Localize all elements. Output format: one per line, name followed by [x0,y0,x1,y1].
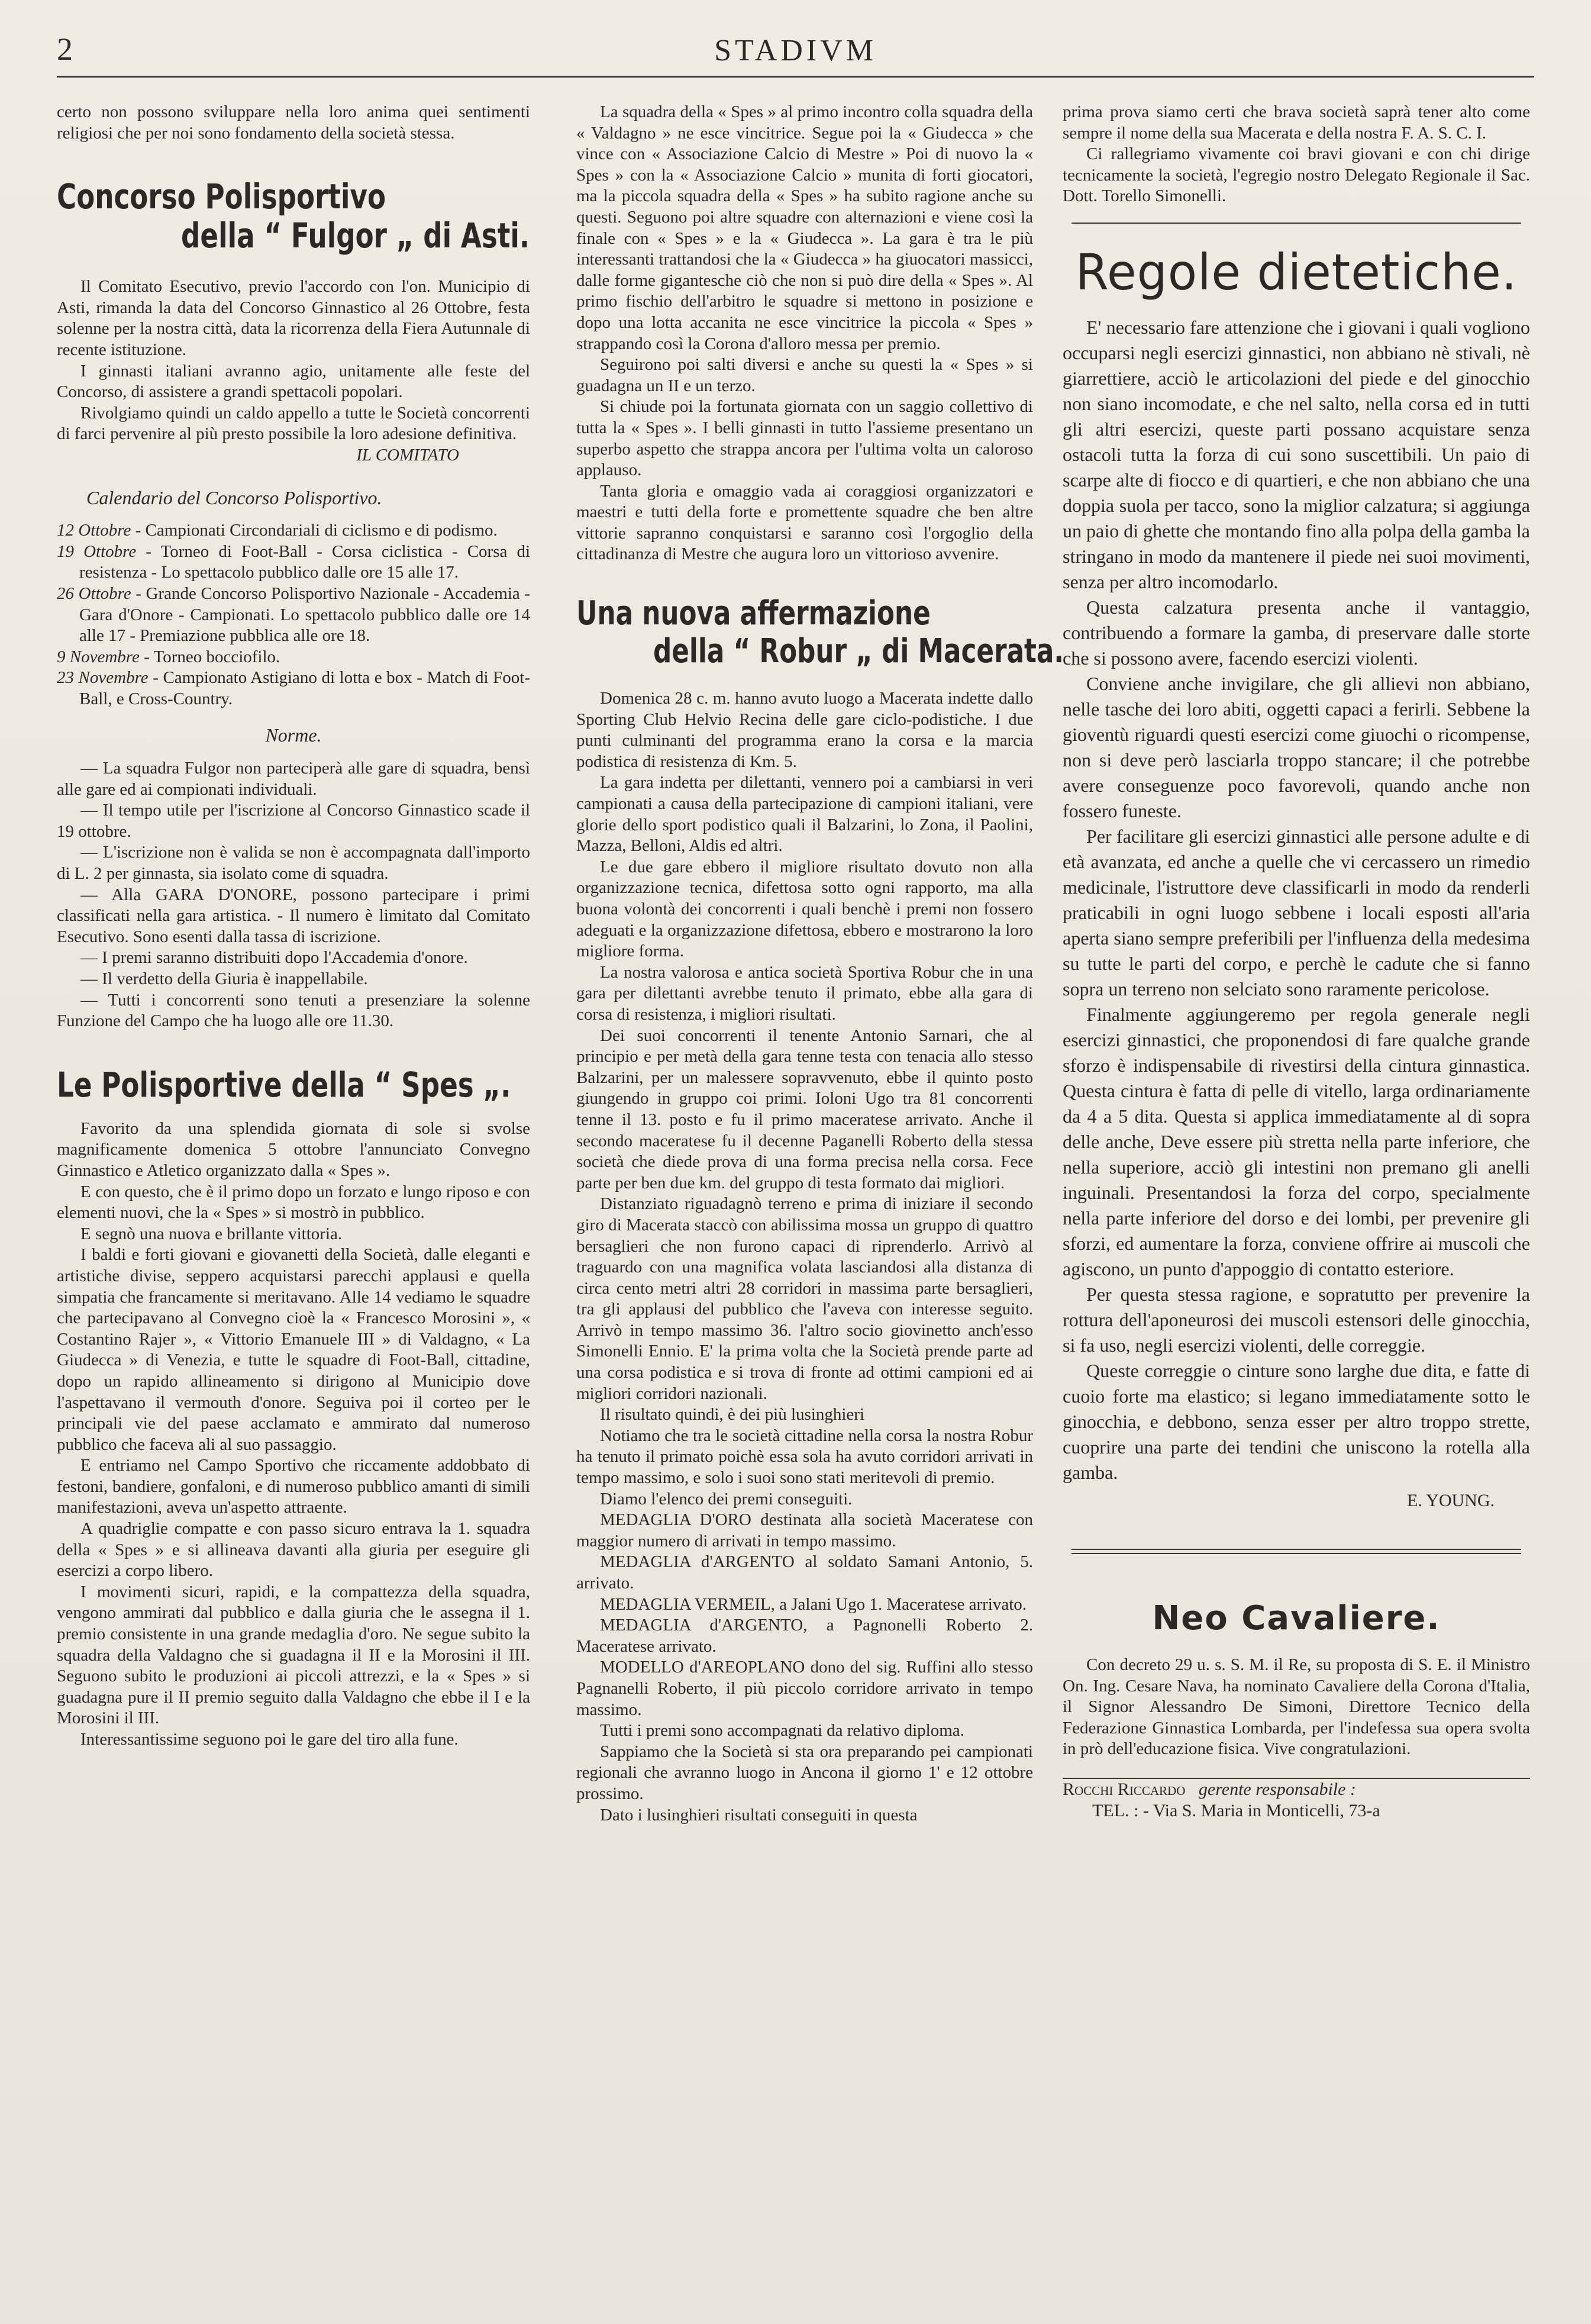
gerente-name: Rocchi Riccardo [1063,1779,1186,1799]
header-rule [57,76,1534,78]
robur-title-line2: della “ Robur „ di Macerata. [653,632,1064,671]
concorso-signature: IL COMITATO [356,445,459,465]
calendar-title: Calendario del Concorso Polisportivo. [86,486,382,508]
regole-paragraph: Per questa stessa ragione, e sopratutto per prevenire la rottura dell'aponeurosi dei muscoli estensori delle ginocchia, si fa uso, negli esercizi violenti, delle correggie. [1063,1283,1530,1356]
robur-paragraph: Le due gare ebbero il migliore risultato dovuto non alla organizzazione tecnica, difettosa sotto ogni rapporto, ma alla buona volontà dei concorrenti i quali benchè i premi non fossero adeguati e la organizzazione difettosa, ebbero e mostrarono la loro migliore forma. [576,857,1033,961]
robur-title-line1: Una nuova affermazione [576,594,931,633]
spes-continued-paragraph: Seguirono poi salti diversi e anche su questi la « Spes » si guadagna un II e un terzo. [576,355,1033,395]
calendar-entry: 12 Ottobre - Campionati Circondariali di ciclismo e di podismo. [57,521,498,540]
regole-signature: E. YOUNG. [1406,1490,1495,1510]
regole-title: Regole dietetiche. [1075,243,1518,301]
section-divider [1072,223,1521,224]
gerente-role: gerente responsabile : [1198,1779,1356,1799]
robur-paragraph: Dei suoi concorrenti il tenente Antonio Sarnari, che al principio e per metà della gara tenne testa con tenacia allo stesso Balzarini, per un malessere sopravvenuto, ebbe il quinto posto giungendo in gruppo coi primi. Ioloni Ugo tra 81 concorrenti tenne il 13. posto e fu il primo maceratese arrivato. Anche il secondo maceratese fu il decenne Paganelli Roberto della stessa società che diede prova di una forma precisa nella corsa. Fece parte per ben due km. del gruppo di testa formato dai migliori. [576,1026,1033,1192]
calendar-entry: 9 Novembre - Torneo bocciofilo. [57,647,280,666]
concorso-title-line1: Concorso Polisportivo [57,176,386,217]
robur-continued-paragraph: prima prova siamo certi che brava società saprà tener alto come sempre il nome della sua Macerata e della nostra F. A. S. C. I. [1063,102,1530,143]
calendar-entry: 19 Ottobre - Torneo di Foot-Ball - Corsa ciclistica - Corsa di resistenza - Lo spettacolo pubblico dalle ore 15 alle 17. [57,541,530,582]
spes-continued-paragraph: Tanta gloria e omaggio vada ai coraggiosi organizzatori e maestri e tutti della forte e promettente squadre che ben altre vittorie sapranno conquistarsi e saranno così l'orgoglio della cittadinanza di Mestre che augura loro un vittorioso avvenire. [576,481,1033,564]
section-divider [1072,1549,1521,1554]
gerente-line [1063,1779,1530,1800]
concorso-paragraph: Rivolgiamo quindi un caldo appello a tutte le Società concorrenti di farci pervenire al più presto possibile la loro adesione definitiva. [57,403,530,444]
neo-cavaliere-title: Neo Cavaliere. [1152,1598,1441,1638]
page-number: 2 [57,31,73,67]
robur-paragraph: MEDAGLIA VERMEIL, a Jalani Ugo 1. Maceratese arrivato. [600,1594,1027,1614]
column-3 [1063,102,1530,1821]
norme-item: — La squadra Fulgor non parteciperà alle gare di squadra, bensì alle gare ed ai compionati individuali. [57,759,530,799]
calendar-entry: 26 Ottobre - Grande Concorso Polisportivo Nazionale - Accademia - Gara d'Onore - Campionati. Lo spettacolo pubblico dalle ore 14 alle 17 - Premiazione pubblica alle ore 18. [57,584,530,646]
spes-title: Le Polisportive della “ Spes „. [57,1064,511,1105]
telephone-address: TEL. : - Via S. Maria in Monticelli, 73-a [1092,1800,1380,1820]
robur-paragraph: Il risultato quindi, è dei più lusinghieri [600,1405,865,1424]
robur-paragraph: MEDAGLIA d'ARGENTO, a Pagnonelli Roberto 2. Maceratese arrivato. [576,1616,1033,1656]
concorso-paragraph: I ginnasti italiani avranno agio, unitamente alle feste del Concorso, di assistere a grandi spettacoli popolari. [57,361,530,402]
spes-paragraph: E con questo, che è il primo dopo un forzato e lungo riposo e con elementi nuovi, che la « Spes » si mostrò in pubblico. [57,1182,530,1223]
norme-item: — I premi saranno distribuiti dopo l'Accademia d'onore. [80,948,468,968]
robur-paragraph: MODELLO d'AREOPLANO dono del sig. Ruffini allo stesso Pagnanelli Roberto, il più piccolo corridore arrivato in tempo massimo. [576,1658,1033,1719]
robur-continued-paragraph: Ci rallegriamo vivamente coi bravi giovani e con chi dirige tecnicamente la società, l'egregio nostro Delegato Regionale il Sac. Dott. Torello Simonelli. [1063,144,1530,206]
regole-paragraph: Queste correggie o cinture sono larghe due dita, e fatte di cuoio forte ma elastico; si legano immediatamente sotto le ginocchia, e debbono, senza esser per altro troppo strette, cuoprire una parte dei tendini che uniscono la rotella alla gamba. [1063,1359,1530,1483]
robur-paragraph: Dato i lusinghieri risultati conseguiti in questa [600,1805,918,1825]
robur-paragraph: Tutti i premi sono accompagnati da relativo diploma. [600,1721,964,1740]
spes-paragraph: E entriamo nel Campo Sportivo che riccamente addobbato di festoni, bandiere, gonfaloni, e di numeroso pubblico amanti di simili manifestazioni, aveva un'aspetto attraente. [57,1456,530,1517]
norme-item: — Il verdetto della Giuria è inappellabile. [80,969,368,988]
spes-paragraph: Interessantissime seguono poi le gare del tiro alla fune. [80,1730,459,1749]
calendar-entry: 23 Novembre - Campionato Astigiano di lotta e box - Match di Foot-Ball, e Cross-Country. [57,668,530,708]
column-2 [576,102,1064,1826]
norme-item: — Il tempo utile per l'iscrizione al Concorso Ginnastico scade il 19 ottobre. [57,801,530,841]
robur-paragraph: Distanziato riguadagnò terreno e prima di iniziare il secondo giro di Macerata staccò con abilissima mossa un gruppo di quattro bersaglieri che non furono capaci di riprenderlo. Arrivò al traguardo con una magnifica volata lasciandosi alla distanza di circa cento metri altri 28 corridori in massima parte bersaglieri, tra gli applausi del pubblico che l'aveva con interesse seguito. Arrivò in tempo massimo 36. l'altro socio giovinetto anch'esso Simonelli Ennio. E' la prima volta che la Società prende parte ad una corsa podistica e si trova di fronte ad ottimi campioni ed ai migliori corridori nazionali. [576,1194,1033,1403]
robur-paragraph: Notiamo che tra le società cittadine nella corsa la nostra Robur ha tenuto il primato poichè essa sola ha avuto corridori arrivati in tempo massimo, e solo i suoi sono stati meritevoli di premio. [576,1426,1033,1488]
robur-paragraph: Diamo l'elenco dei premi conseguiti. [600,1489,853,1508]
robur-paragraph: MEDAGLIA D'ORO destinata alla società Maceratese con maggior numero di arrivati in tempo massimo. [576,1510,1033,1551]
spes-paragraph: A quadriglie compatte e con passo sicuro entrava la 1. squadra della « Spes » e si allineava davanti alla giuria per eseguire gli esercizi a corpo libero. [57,1519,530,1581]
norme-item: — L'iscrizione non è valida se non è accompagnata dall'importo di L. 2 per ginnasta, sia isolato come di squadra. [57,843,530,884]
spes-continued-paragraph: Si chiude poi la fortunata giornata con un saggio collettivo di tutta la « Spes ». I belli ginnasti in tutto l'assieme presentano un superbo aspetto che strappa ancora per l'ultima volta un caloroso applauso. [576,397,1033,480]
norme-item: — Tutti i concorrenti sono tenuti a presenziare la solenne Funzione del Campo che ha luogo alle ore 11.30. [57,990,530,1031]
norme-item: — Alla GARA D'ONORE, possono partecipare i primi classificati nella gara artistica. - Il numero è limitato dal Comitato Esecutivo. Sono esenti dalla tassa di iscrizione. [57,885,530,946]
column-1 [57,102,530,1751]
spes-paragraph: I baldi e forti giovani e giovanetti della Società, dalle eleganti e artistiche divise, seppero acquistarsi parecchi applausi e quella simpatia che francamente si meritavano. Alle 14 vediamo le squadre che partecipavano al Convegno cioè la « Francesco Morosini », « Costantino Rajer », « Vittorio Emanuele III » di Valdagno, « La Giudecca » di Venezia, e tutte le squadre di Foot-Ball, cittadine, dopo un rapido allineamento si dirigono al Municipio dove l'aspettavano il vermouth d'onore. Seguiva poi il corteo per le principali vie del paese acclamato e ammirato dal numeroso pubblico che faceva ali al suo passaggio. [57,1245,530,1454]
robur-paragraph: MEDAGLIA d'ARGENTO al soldato Samani Antonio, 5. arrivato. [576,1552,1033,1593]
regole-paragraph: Questa calzatura presenta anche il vantaggio, contribuendo a formare la gamba, di preservare dalle storte che si possono avere, facendo esercizi violenti. [1063,596,1530,669]
neo-cavaliere-text: Con decreto 29 u. s. S. M. il Re, su proposta di S. E. il Ministro On. Ing. Cesare Nava, ha nominato Cavaliere della Corona d'Italia, il Signor Alessandro De Simoni, Direttore Tecnico della Federazione Ginnastica Lombarda, per l'indefessa sua opera svolta in prò dell'educazione fisica. Vive congratulazioni. [1063,1655,1530,1759]
concorso-paragraph: Il Comitato Esecutivo, previo l'accordo con l'on. Municipio di Asti, rimanda la data del Concorso Ginnastico al 26 Ottobre, festa solenne per la nostra città, data la ricorrenza della Fiera Autunnale di recente istituzione. [57,277,530,359]
calendar-list [57,520,530,710]
robur-paragraph: Domenica 28 c. m. hanno avuto luogo a Macerata indette dallo Sporting Club Helvio Recina delle gare ciclo-podistiche. I due punti culminanti del programma erano la corsa e la marcia podistica di resistenza di Km. 5. [576,689,1033,771]
masthead-title: STADIVM [714,34,877,67]
robur-paragraph: Sappiamo che la Società si sta ora preparando pei campionati regionali che avranno luogo in Ancona il giorno 1' e 12 ottobre prossimo. [576,1742,1033,1803]
intro-paragraph: certo non possono sviluppare nella loro anima quei sentimenti religiosi che per noi sono fondamento della società stessa. [57,102,530,143]
spes-paragraph: E segnò una nuova e brillante vittoria. [80,1224,343,1243]
robur-paragraph: La gara indetta per dilettanti, vennero poi a cambiarsi in veri campionati a causa della partecipazione di campioni italiani, vere glorie dello sport podistico quali il Balzarini, lo Zona, il Paolini, Mazza, Belloni, Aldis ed altri. [576,773,1033,856]
spes-paragraph: I movimenti sicuri, rapidi, e la compattezza della squadra, vengono ammirati dal pubblico e dalla giuria che le assegna il 1. premio consistente in una grande medaglia d'oro. Ne segue subito la squadra della Valdagno che si guadagna il II e la Morosini il III. Seguono subito le produzioni ai piccoli attrezzi, e la « Spes » si guadagna pure il II premio seguito dalla Valdagno che ebbe il I e la Morosini il III. [57,1582,530,1728]
regole-body [1063,315,1530,1513]
regole-paragraph: Per facilitare gli esercizi ginnastici alle persone adulte e di età avanzata, ed anche a quelle che vi cercassero un rimedio medicinale, l'istruttore deve classificarli in modo da renderli praticabili in ogni luogo sebbene i locali esposti all'aria aperta siano sempre preferibili per l'influenza della medesima su tutte le parti del corpo, e perchè le cadute che si fanno sopra un terreno non selciato sono raramente pericolose. [1063,825,1530,1000]
concorso-title-line2: della “ Fulgor „ di Asti. [181,215,530,256]
regole-paragraph: E' necessario fare attenzione che i giovani i quali vogliono occuparsi negli esercizi ginnastici, non abbiano nè stivali, nè giarrettiere, acciò le articolazioni del piede e del ginocchio non siano incomodate, e che nel salto, nella corsa ed in tutti gli altri esercizi, queste parti possano acquistare senza ostacoli tutta la forza di cui sono suscettibili. Un paio di scarpe alte di fiocco e di quartieri, e che non abbiano che una doppia suola per tacco, sono la miglior calzatura; si aggiunga un paio di ghette che montando fino alla polpa della gamba la stringano in modo da mantenere il piede nei suoi movimenti, senza per altro incomodarlo. [1063,316,1530,592]
robur-paragraph: La nostra valorosa e antica società Sportiva Robur che in una gara per dilettanti avrebbe tenuto il primato, ebbe alla gara di corsa di resistenza, i migliori risultati. [576,962,1033,1024]
spes-continued-paragraph: La squadra della « Spes » al primo incontro colla squadra della « Valdagno » ne esce vincitrice. Segue poi la « Giudecca » che vince con « Associazione Calcio di Mestre » Poi di nuovo la « Spes » con la « Associazione Calcio » munita di forti giocatori, ma la piccola squadra della « Spes » ha subito ragione anche su questi. Seguono poi altre squadre con alternazioni e viene così la finale con « Spes » e la « Giudecca ». La gara è tra le più interessanti trattandosi che la « Giudecca » ha giuocatori massicci, dalle forme gigantesche ciò che non si può dire della « Spes ». Al primo fischio dell'arbitro le squadre si mettono in posizione e dopo una lotta accanita ne esce vincitrice la piccola « Spes » strappando così la Corona d'alloro messa per premio. [576,102,1033,353]
regole-paragraph: Finalmente aggiungeremo per regola generale negli esercizi ginnastici, che proponendosi di fare qualche grande sforzo è indispensabile di rivestirsi della cintura ginnastica. Questa cintura è fatta di pelle di vitello, larga ordinariamente da 4 a 5 dita. Questa si applica immediatamente al di sopra delle anche, Deve essere più stretta nella parte inferiore, che nella superiore, acciò gli intestini non premano gli anelli inguinali. Presentandosi la forza del corpo, specialmente nella parte inferiore del dorso e dei lombi, per prevenire gli sforzi, ed aumentare la forza, conviene offrire ai muscoli che agiscono, un punto d'appoggio di contatto esteriore. [1063,1003,1530,1279]
regole-paragraph: Conviene anche invigilare, che gli allievi non abbiano, nelle tasche dei loro abiti, oggetti capaci a ferirli. Sebbene la gioventù riguardi questi esercizi come giuochi o ricompense, non si deve però lasciarla troppo stancare; il che potrebbe avere conseguenze poco favorevoli, quando anche non fossero funeste. [1063,672,1530,821]
spes-paragraph: Favorito da una splendida giornata di sole si svolse magnificamente domenica 5 ottobre l'annunciato Convegno Ginnastico e Atletico organizzato dalla « Spes ». [57,1119,530,1180]
norme-title: Norme. [265,724,322,746]
